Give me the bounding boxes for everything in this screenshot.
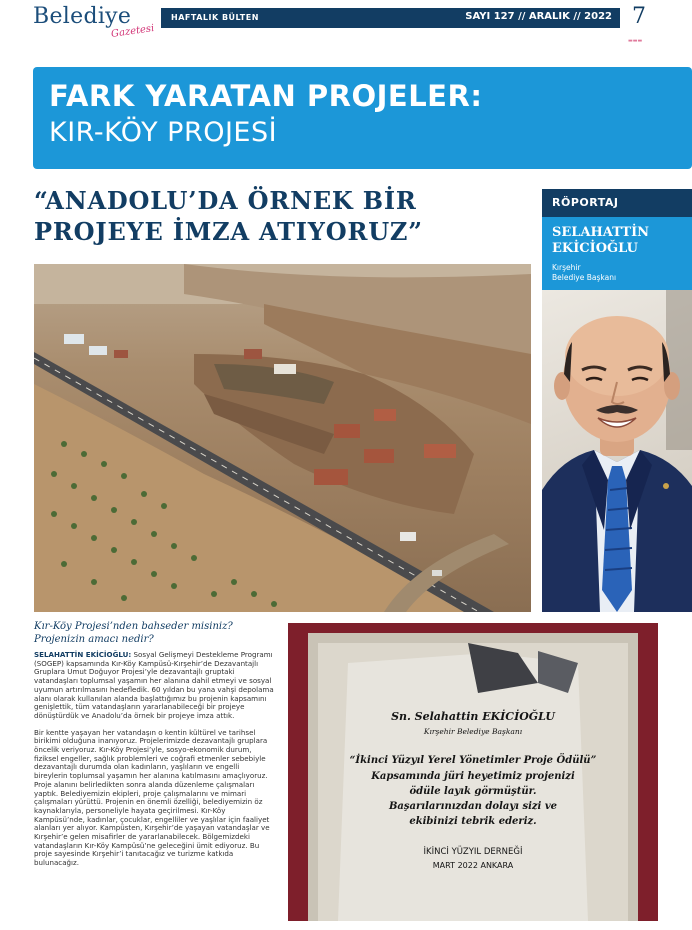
aerial-photo [34,264,531,612]
interview-tag-label: RÖPORTAJ [552,196,619,209]
speaker-label: SELAHATTİN EKİCİOĞLU: [34,650,132,659]
plaque-jury-line1: Kapsamında jüri heyetimiz projenizi [371,771,575,782]
plaque-thanks-line1: Başarılarınızdan dolayı sizi ve [388,801,558,812]
logo-script-text: Gazetesi [110,23,155,40]
page-stamp-mark: ▬▬▬ [628,38,643,44]
plaque-award-line: “İkinci Yüzyıl Yerel Yönetimler Proje Ödülü” [349,755,597,766]
page-number: 7 [632,4,646,29]
portrait-photo [542,290,692,612]
interview-question: Kır-Köy Projesi’nden bahseder misiniz? Projenizin amacı nedir? [34,621,233,645]
aerial-illustration [34,264,531,612]
plaque-jury-line2: ödüle layık görmüştür. [409,786,537,797]
banner-title-line1: FARK YARATAN PROJELER: [49,79,483,113]
interviewee-name: SELAHATTİN EKİCİOĞLU [552,225,650,256]
article-body [34,651,274,876]
interviewee-city: Kırşehir [552,263,581,272]
banner-title-line2: KIR-KÖY PROJESİ [49,117,278,148]
newspaper-logo [33,4,163,50]
plaque-recipient: Sn. Selahattin EKİCİOĞLU [391,710,555,723]
portrait-illustration [542,290,692,612]
issue-info: SAYI 127 // ARALIK // 2022 [465,11,612,22]
award-photo [288,623,658,921]
plaque-organization: İKİNCİ YÜZYIL DERNEĞİ [423,847,523,857]
article-paragraph-1 [34,651,274,721]
logo-main-text: Belediye [33,4,132,29]
bulletin-label: HAFTALIK BÜLTEN [171,13,259,22]
plaque-recipient-title: Kırşehir Belediye Başkanı [423,727,523,736]
article-paragraph-2: Bir kentte yaşayan her vatandaşın o kentin kültürel ve tarihsel birikimi olduğuna inanıyoruz. Projelerimizde dezavantajlı gruplara öncelik veriyoruz. Kır-Köy Projesi’yle, sosyo-ekonomik durum, fiziksel engeller, sağlık problemleri ve coğrafi etmenler sebebiyle dezavantajlı durumda olan kadınların, yaşlıların ve engelli bireylerin toplumsal yaşamın her alanına katılmasını amaçlıyoruz. Proje alanını belirledikten sonra alanda düzenleme çalışmaları yaptık. Belediyemizin ekipleri, proje çalışmalarını ve mimari çalışmaları yürüttü. Projenin en önemli özelliği, belediyemizin öz kaynaklarıyla, personeliyle hayata geçirilmesi. Kır-Köy Kampüsü’nde, kadınlar, çocuklar, engelliler ve yaşlılar için faaliyet alanları yer alıyor. Kampüsten, Kırşehir’de yaşayan vatandaşlar ve Kırşehir’e gelen misafirler de yararlanabilecek. Bölgemizdeki vatandaşların Kır-Köy Kampüsü’ne geleceğini ümit ediyoruz. Bu proje sayesinde Kırşehir’i tanıtacağız ve turizme katkıda bulunacağız. [34,727,270,868]
plaque-thanks-line2: ekibinizi tebrik ederiz. [409,816,537,827]
interviewee-box [542,217,692,290]
masthead-bar [161,8,620,28]
interview-tag [542,189,692,217]
interviewee-role [552,263,616,283]
section-banner [33,67,692,169]
article-headline: “ANADOLU’DA ÖRNEK BİR PROJEYE İMZA ATIYORUZ” [34,186,423,246]
paragraph-1-text: Sosyal Gelişmeyi Destekleme Programı (SOGEP) kapsamında Kır-Köy Kampüsü-Kırşehir’de Dezavantajlı Gruplara Umut Doğuyor Projesi’yle dezavantajlı gruptaki vatandaşları toplumsal yaşamın her alanına dahil etmeyi ve sosyal uyumun artırılmasını hedefledik. 60 yıldan bu yana vahşi depolama alanı olarak kullanılan alanda başlattığımız bu projenin kapsamını genişlettik, tüm vatandaşların yararlanabileceği bir projeye dönüştürdük ve Anadolu’da örnek bir projeye imza attık. [34,650,274,720]
plaque-date-place: MART 2022 ANKARA [432,861,514,870]
interviewee-title: Belediye Başkanı [552,273,617,282]
